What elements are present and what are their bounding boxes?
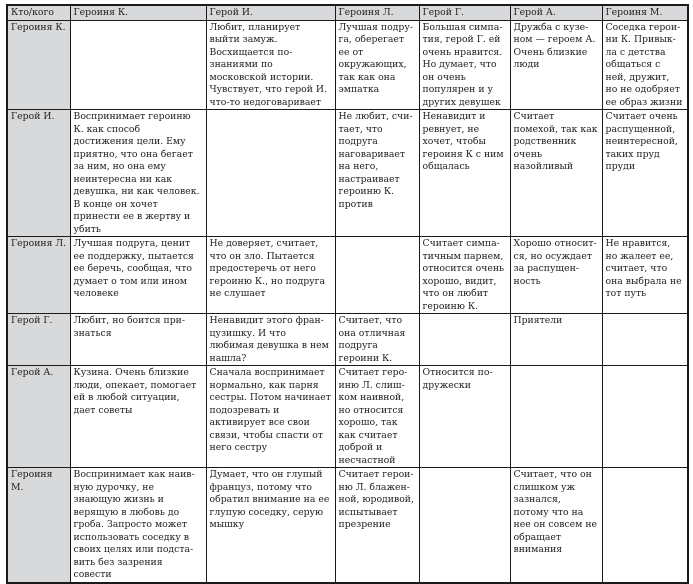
row-header: Героиня Л. [7,237,70,314]
table-cell [70,20,206,110]
table-cell [602,366,688,468]
table-cell: Лучшая подруга, ценит ее поддержку, пытается ее беречь, сообщая, что думает о том или ином человеке [70,237,206,314]
row-header: Героиня М. [7,468,70,583]
table-cell [510,366,602,468]
table-cell: Любит, планирует выйти замуж. Восхищается познаниями по московской истории. Чувствует, что герой И. что-то недоговаривает [206,20,335,110]
table-cell [335,237,419,314]
row-header: Героиня К. [7,20,70,110]
relationship-table [6,4,689,584]
table-cell: Большая симпатия, герой Г. ей очень нравится. Но думает, что он очень популярен и у других девушек [419,20,510,110]
table-cell [206,110,335,237]
table-row [7,468,688,583]
table-cell: Кузина. Очень близкие люди, опекает, помогает ей в любой ситуации, дает советы [70,366,206,468]
row-header: Герой Г. [7,314,70,366]
table-cell: Дружба с кузеном — героем А. Очень близкие люди [510,20,602,110]
table-cell: Считает очень распущенной, неинтересной, таких пруд пруди [602,110,688,237]
table-cell: Считает, что он слишком уж зазнался, потому что на нее он совсем не обращает внимания [510,468,602,583]
column-header: Герой И. [206,5,335,20]
table-cell: Думает, что он глупый француз, потому что обратил внимание на ее глупую соседку, серую мышку [206,468,335,583]
table-cell: Не нравится, но жалеет ее, считает, что она выбрала не тот путь [602,237,688,314]
table-cell: Относится подружески [419,366,510,468]
table-row [7,237,688,314]
table-cell [419,468,510,583]
table-cell: Считает, что она отличная подруга героини К. [335,314,419,366]
column-header: Герой А. [510,5,602,20]
table-cell [602,314,688,366]
table-cell: Любит, но боится признаться [70,314,206,366]
table-row [7,314,688,366]
table-cell: Считает симпатичным парнем, относится очень хорошо, видит, что он любит героиню К. [419,237,510,314]
table-cell: Лучшая подруга, оберегает ее от окружающих, так как она эмпатка [335,20,419,110]
table-cell: Соседка героини К. Привыкла с детства общаться с ней, дружит, но не одобряет ее образ жизни [602,20,688,110]
table-row [7,366,688,468]
table-cell: Считает героиню Л. слишком наивной, но относится хорошо, так как считает доброй и несчастной [335,366,419,468]
table-row [7,20,688,110]
table-cell: Не доверяет, считает, что он зло. Пытается предостеречь от него героиню К., но подруга не слушает [206,237,335,314]
table-cell: Хорошо относится, но осуждает за распущенность [510,237,602,314]
table-cell: Не любит, считает, что подруга наговаривает на него, настраивает героиню К. против [335,110,419,237]
column-header: Герой Г. [419,5,510,20]
corner-header: Кто/кого [7,5,70,20]
table-cell: Считает помехой, так как родственник очень назойливый [510,110,602,237]
table-cell: Считает героиню Л. блаженной, юродивой, испытывает презрение [335,468,419,583]
table-cell: Воспринимает как наивную дурочку, не знающую жизнь и верящую в любовь до гроба. Запросто может использовать соседку в своих целях или подставить без зазрения совести [70,468,206,583]
column-header: Героиня М. [602,5,688,20]
column-header: Героиня Л. [335,5,419,20]
table-cell: Воспринимает героиню К. как способ достижения цели. Ему приятно, что она бегает за ним, но она ему неинтересна ни как девушка, ни как человек. В конце он хочет принести ее в жертву и убить [70,110,206,237]
table-cell: Ненавидит и ревнует, не хочет, чтобы героиня К с ним общалась [419,110,510,237]
table-row [7,110,688,237]
header-row [7,5,688,20]
table-cell [419,314,510,366]
row-header: Герой А. [7,366,70,468]
table-cell: Сначала воспринимает нормально, как парня сестры. Потом начинает подозревать и активирует все свои связи, чтобы спасти от него сестру [206,366,335,468]
row-header: Герой И. [7,110,70,237]
table-cell: Ненавидит этого французишку. И что любимая девушка в нем нашла? [206,314,335,366]
column-header: Героиня К. [70,5,206,20]
table-cell [602,468,688,583]
table-cell: Приятели [510,314,602,366]
